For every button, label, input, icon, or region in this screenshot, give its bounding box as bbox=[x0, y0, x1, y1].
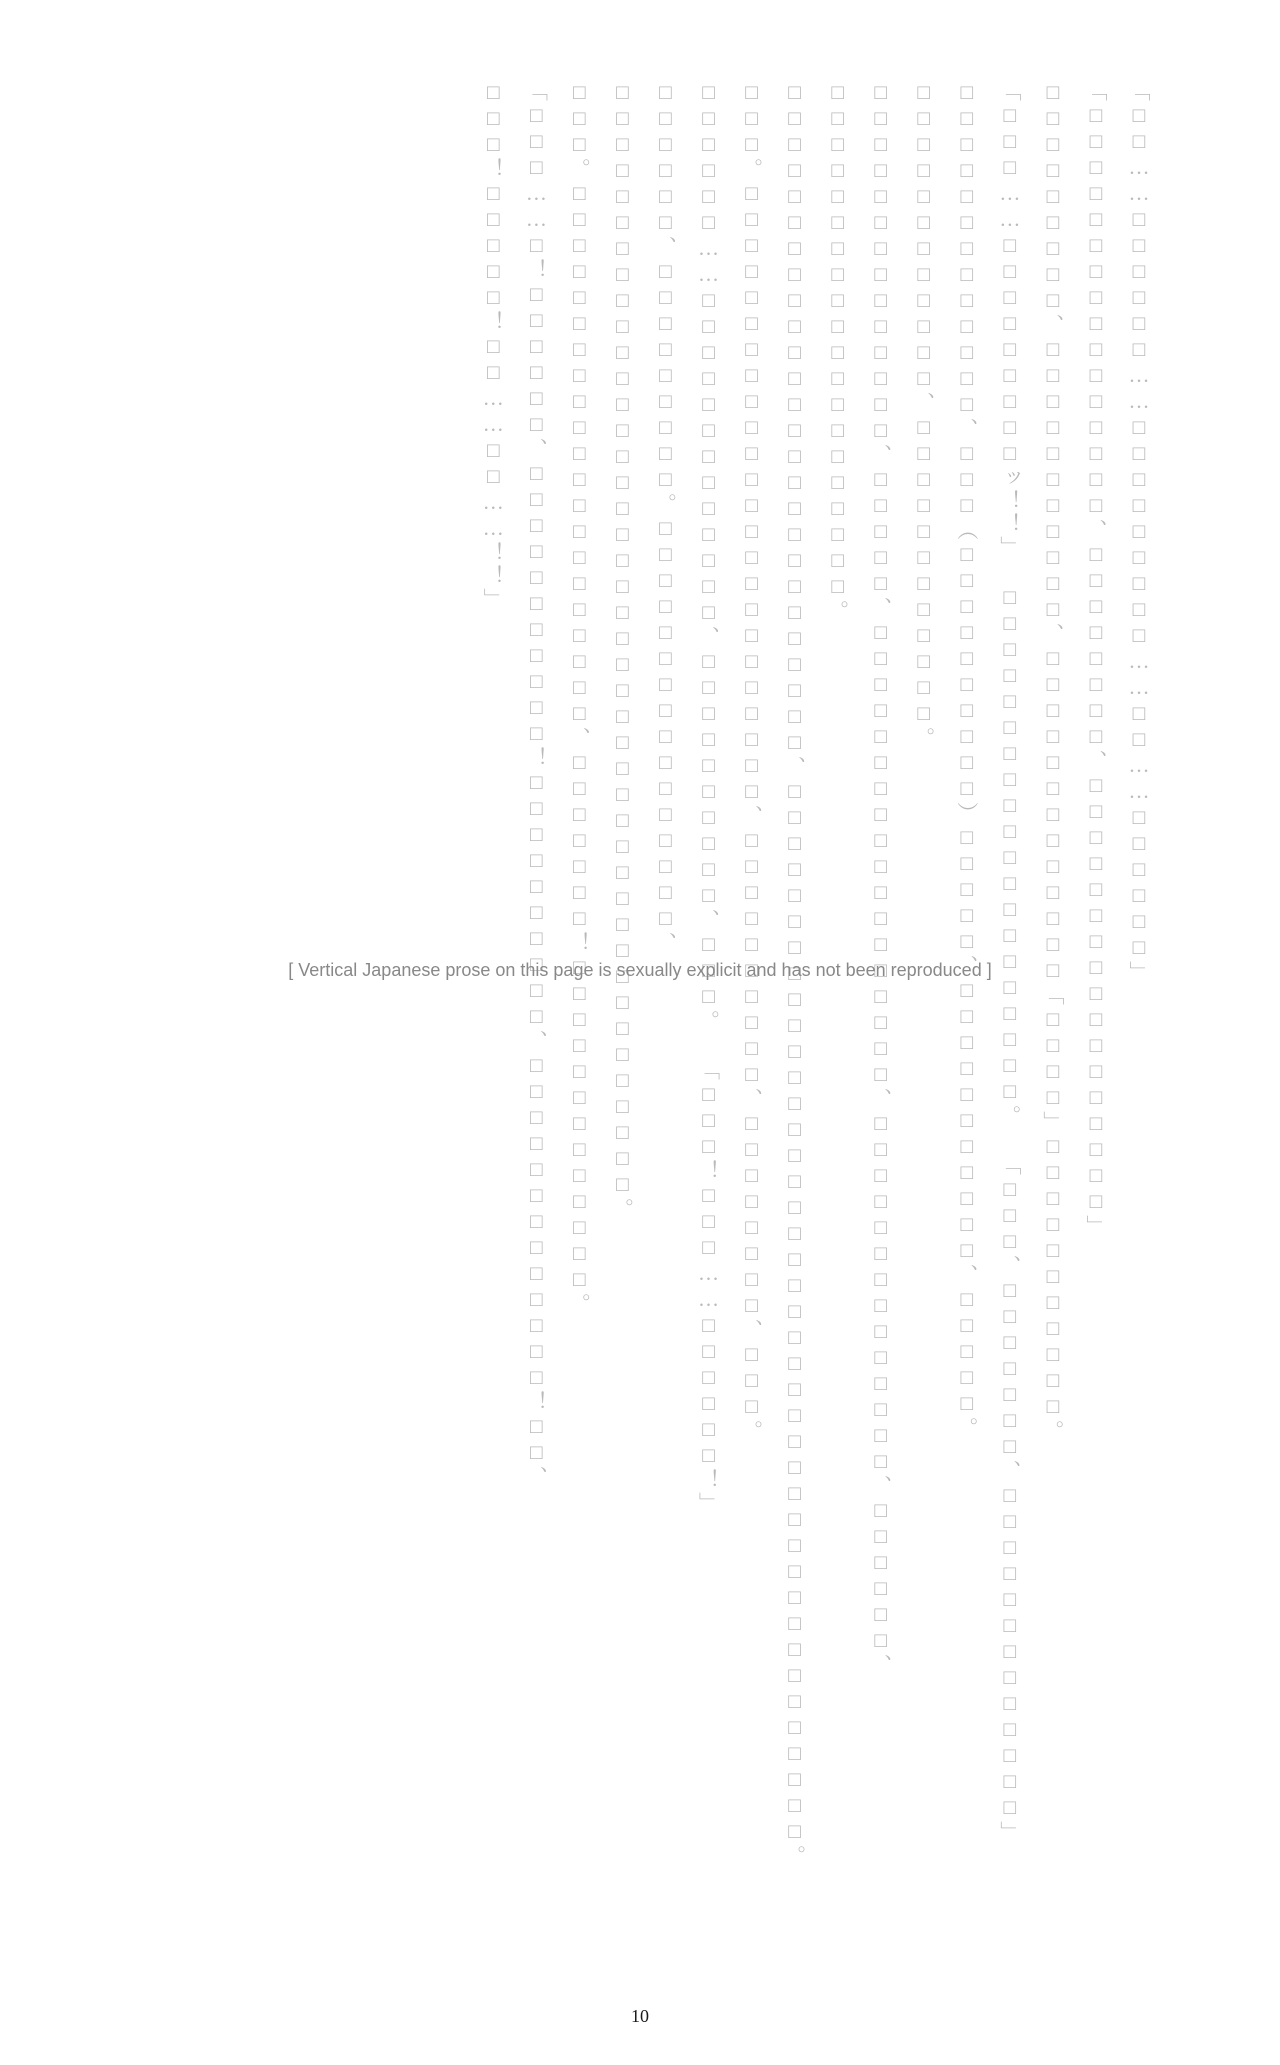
redacted-paragraph: □□□□□□□□□、□□□□□□□□□□□、□□□□□□□□□□□□□「□□□□」□□□□□□□□□□□。 bbox=[1040, 80, 1065, 1443]
redacted-paragraph: 「□□□、□□□□□□□、□□□□□□□□□□□□□」 bbox=[997, 1154, 1022, 1844]
redacted-paragraph: □□□。□□□□□□□□□□□□□□□□□□□□□□□□、□□□□□□□□□□、□□□□□□□□、□□□。 bbox=[739, 80, 764, 1443]
redacted-paragraph: 「□□□……□□□□□□□□□ッ！！」 bbox=[997, 80, 1022, 559]
redacted-paragraph: □□□□□□□□□□□□□□□□□□□□。 bbox=[997, 585, 1022, 1128]
redacted-paragraph: □□□！□□□□□！□□……□□……！！」 bbox=[481, 80, 506, 611]
redacted-paragraph: □□□□□□□□□□□□、□□□□□□□□□□□□。 bbox=[911, 80, 936, 750]
redacted-paragraph: □□□□□□□□□□□□□、□□□（□□□□□□□□□□）□□□□□、□□□□□□□□□□□、□□□□□。 bbox=[954, 80, 979, 1440]
page-number: 10 bbox=[631, 2006, 649, 2026]
redacted-paragraph: □□□□□□□□□□□□□□□□□□□□□□□□□□、□□□□□□□□□□□□□□□□□□□□□□□□□□□□□□□□□□□□□□□□□。 bbox=[782, 80, 807, 1868]
redacted-paragraph: 「□□□！□□□……□□□□□□！」 bbox=[696, 1059, 721, 1515]
redacted-paragraph: 「□□……□□□□□□……□□□□□□□□□……□□……□□□□□□」 bbox=[1127, 80, 1151, 984]
redaction-notice: [ Vertical Japanese prose on this page is sexually explicit and has not been reproduced ] bbox=[288, 960, 992, 980]
redacted-paragraph: □□□。□□□□□□□□□□□□□□□□□□□□□、□□□□□□□！□□□□□□□□□□□□□。 bbox=[567, 80, 592, 1316]
redacted-paragraph: □□□□□□……□□□□□□□□□□□□□、□□□□□□□□□□、□□□。 bbox=[696, 80, 721, 1033]
redacted-paragraph: 「□□□□□□□□□□□□□□□□、□□□□□□□□、□□□□□□□□□□□□□□□□□」 bbox=[1083, 80, 1108, 1238]
redacted-paragraph: □□□□□□、□□□□□□□□□。□□□□□□□□□□□□□□□□、□□□□□□□□□□□□□□□□□□□□□□□□□□□□□□□□□□□□□□□□□□□。 bbox=[610, 80, 678, 1221]
vertical-text-body bbox=[120, 80, 1160, 1900]
redacted-paragraph: 「□□□……□！□□□□□□、□□□□□□□□□□□！□□□□□□□□□□、□□□□□□□□□□□□□！□□、 bbox=[524, 80, 549, 1489]
redacted-paragraph: □□□□□□□□□□□□□□、□□□□□、□□□□□□□□□□□□□□□□□□、□□□□□□□□□□□□□□、□□□□□□、□□□□□□□□□□□□□□□□□□□□。 bbox=[825, 80, 893, 1677]
